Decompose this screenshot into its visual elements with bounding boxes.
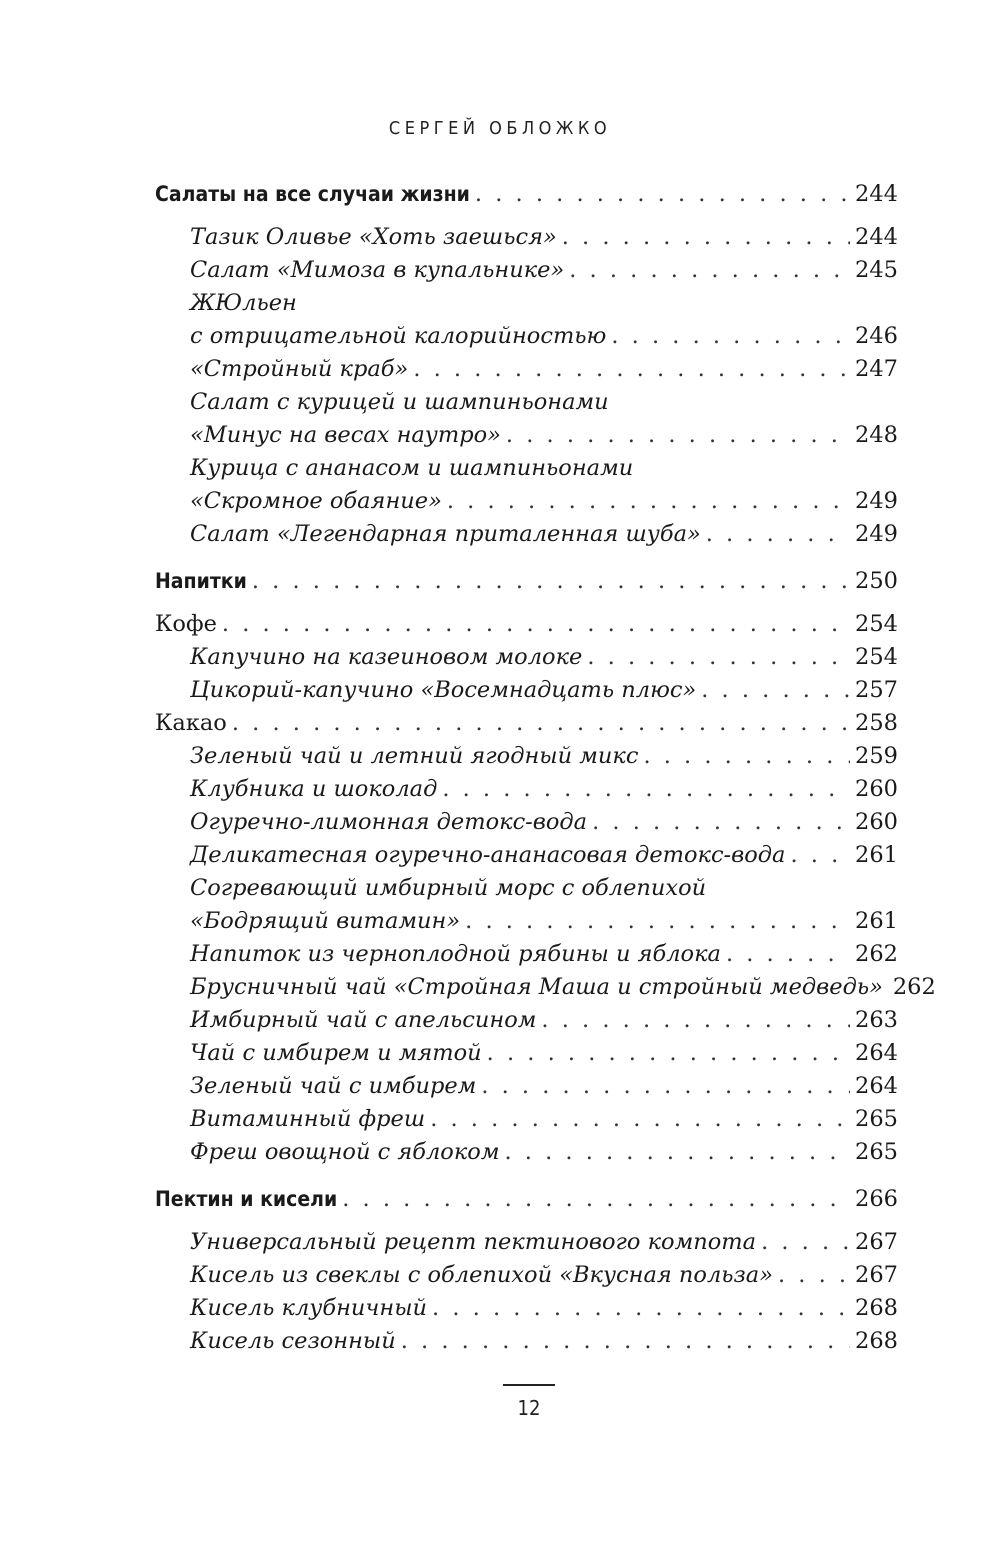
- toc-entry-title: «Бодрящий витамин»: [190, 908, 461, 934]
- toc-entry[interactable]: [155, 1037, 898, 1070]
- dot-leader: [643, 740, 850, 773]
- toc-entry[interactable]: [155, 674, 898, 707]
- toc-entry-page-number: 247: [855, 356, 898, 382]
- toc-entry[interactable]: [155, 806, 898, 839]
- dot-leader: [487, 1037, 850, 1070]
- dot-leader: [562, 221, 850, 254]
- dot-leader: [342, 1183, 850, 1216]
- toc-entry[interactable]: [155, 938, 898, 971]
- toc-entry-page-number: 249: [855, 488, 898, 514]
- dot-leader: [401, 1325, 850, 1358]
- dot-leader: [761, 1226, 850, 1259]
- dot-leader: [222, 608, 850, 641]
- dot-leader: [592, 806, 850, 839]
- toc-entry-title: «Стройный краб»: [190, 356, 409, 382]
- toc-entry-title: Чай с имбирем и мятой: [190, 1040, 482, 1066]
- toc-entry-page-number: 261: [855, 908, 898, 934]
- toc-entry[interactable]: [155, 1070, 898, 1103]
- toc-entry[interactable]: [155, 773, 898, 806]
- toc-entry-title-line: Согревающий имбирный морс с облепихой: [190, 875, 707, 901]
- toc-entry-title: с отрицательной калорийностью: [190, 323, 607, 349]
- toc-entry-page-number: 258: [855, 710, 898, 736]
- dot-leader: [432, 1292, 850, 1325]
- section-heading[interactable]: [155, 178, 898, 211]
- toc-entry-page-number: 262: [892, 974, 936, 1000]
- section-page-number: 266: [855, 1186, 898, 1212]
- toc-entry-title: Кофе: [155, 611, 217, 637]
- toc-entry[interactable]: [155, 221, 898, 254]
- toc-entry-title: Салат «Легендарная приталенная шуба»: [190, 521, 701, 547]
- section-gap: [155, 211, 898, 221]
- folio-rule: [503, 1384, 555, 1386]
- toc-entry-title-line: ЖЮльен: [190, 290, 297, 316]
- toc-entry[interactable]: [155, 839, 898, 872]
- toc-entry-page-number: 254: [855, 644, 898, 670]
- dot-leader: [701, 674, 850, 707]
- toc-entry[interactable]: [155, 254, 898, 287]
- dot-leader: [611, 320, 850, 353]
- toc-entry-title: Брусничный чай «Стройная Маша и стройный медведь»: [190, 974, 883, 1000]
- dot-leader: [506, 419, 850, 452]
- toc-entry[interactable]: [155, 1292, 898, 1325]
- toc-entry-title-line: Курица с ананасом и шампиньонами: [190, 455, 634, 481]
- dot-leader: [465, 905, 850, 938]
- toc-entry-page-number: 264: [855, 1073, 898, 1099]
- dot-leader: [541, 1004, 850, 1037]
- toc-entry[interactable]: [155, 419, 898, 452]
- dot-leader: [790, 839, 850, 872]
- toc-entry-page-number: 265: [855, 1139, 898, 1165]
- toc-entry[interactable]: [155, 1004, 898, 1037]
- toc-entry-title: Зеленый чай с имбирем: [190, 1073, 477, 1099]
- dot-leader: [587, 641, 850, 674]
- toc-entry[interactable]: [155, 518, 898, 551]
- section-gap: [155, 1216, 898, 1226]
- toc-entry-page-number: 246: [855, 323, 898, 349]
- toc-entry[interactable]: [155, 485, 898, 518]
- toc-entry-title: Витаминный фреш: [190, 1106, 426, 1132]
- toc-entry-page-number: 263: [855, 1007, 898, 1033]
- toc-entry-page-number: 259: [855, 743, 898, 769]
- toc-entry-page-number: 249: [855, 521, 898, 547]
- section-title: Салаты на все случаи жизни: [155, 182, 470, 206]
- toc-entry-page-number: 268: [855, 1328, 898, 1354]
- toc-subsection[interactable]: [155, 707, 898, 740]
- toc-entry-title: Какао: [155, 710, 227, 736]
- toc-entry-title: Тазик Оливье «Хоть заешься»: [190, 224, 557, 250]
- section-title: Напитки: [155, 569, 247, 593]
- toc-entry-title: Салат «Мимоза в купальнике»: [190, 257, 565, 283]
- section-gap: [155, 598, 898, 608]
- dot-leader: [232, 707, 850, 740]
- page-number: 12: [517, 1396, 541, 1420]
- toc-entry-title: Деликатесная огуречно-ананасовая детокс-вода: [190, 842, 786, 868]
- toc-entry-page-number: 245: [855, 257, 898, 283]
- table-of-contents: [155, 178, 936, 1358]
- section-title: Пектин и кисели: [155, 1187, 338, 1211]
- dot-leader: [481, 1070, 850, 1103]
- toc-entry-title: Огуречно-лимонная детокс-вода: [190, 809, 588, 835]
- toc-entry[interactable]: [155, 353, 898, 386]
- toc-entry-page-number: 260: [855, 809, 898, 835]
- section-heading[interactable]: [155, 565, 898, 598]
- toc-entry-page-number: 257: [855, 677, 898, 703]
- dot-leader: [726, 938, 850, 971]
- dot-leader: [447, 485, 850, 518]
- toc-entry[interactable]: [155, 641, 898, 674]
- toc-entry-page-number: 264: [855, 1040, 898, 1066]
- toc-entry[interactable]: [155, 1325, 898, 1358]
- dot-leader: [475, 178, 850, 211]
- dot-leader: [252, 565, 850, 598]
- toc-entry[interactable]: [155, 971, 936, 1004]
- toc-entry[interactable]: [155, 1103, 898, 1136]
- toc-entry[interactable]: [155, 1226, 898, 1259]
- toc-entry-title-line: Салат с курицей и шампиньонами: [190, 389, 609, 415]
- toc-entry[interactable]: [155, 320, 898, 353]
- toc-entry-title: Фреш овощной с яблоком: [190, 1139, 500, 1165]
- toc-entry-title: Универсальный рецепт пектинового компота: [190, 1229, 757, 1255]
- dot-leader: [569, 254, 850, 287]
- toc-entry-page-number: 267: [855, 1262, 898, 1288]
- toc-entry[interactable]: [155, 905, 898, 938]
- toc-entry-page-number: 262: [855, 941, 898, 967]
- toc-entry-title: «Минус на весах наутро»: [190, 422, 501, 448]
- section-page-number: 250: [855, 568, 898, 594]
- toc-entry-title: Клубника и шоколад: [190, 776, 438, 802]
- toc-entry-title: Кисель из свеклы с облепихой «Вкусная польза»: [190, 1262, 773, 1288]
- dot-leader: [504, 1136, 850, 1169]
- dot-leader: [706, 518, 850, 551]
- toc-entry-page-number: 248: [855, 422, 898, 448]
- dot-leader: [413, 353, 850, 386]
- toc-entry-title: Имбирный чай с апельсином: [190, 1007, 537, 1033]
- toc-entry-title: Капучино на казеиновом молоке: [190, 644, 583, 670]
- section-page-number: 244: [855, 181, 898, 207]
- toc-entry-page-number: 244: [855, 224, 898, 250]
- toc-entry[interactable]: [155, 740, 898, 773]
- toc-entry-title: Зеленый чай и летний ягодный микс: [190, 743, 639, 769]
- toc-entry-page-number: 261: [855, 842, 898, 868]
- toc-entry-page-number: 268: [855, 1295, 898, 1321]
- toc-entry-page-number: 267: [855, 1229, 898, 1255]
- toc-entry-title: Кисель сезонный: [190, 1328, 396, 1354]
- toc-subsection[interactable]: [155, 608, 898, 641]
- toc-entry-title: Напиток из черноплодной рябины и яблока: [190, 941, 721, 967]
- dot-leader: [430, 1103, 850, 1136]
- toc-entry-title: «Скромное обаяние»: [190, 488, 442, 514]
- section-heading[interactable]: [155, 1183, 898, 1216]
- toc-entry-page-number: 265: [855, 1106, 898, 1132]
- toc-entry-page-number: 254: [855, 611, 898, 637]
- toc-entry-title: Кисель клубничный: [190, 1295, 428, 1321]
- toc-entry-page-number: 260: [855, 776, 898, 802]
- dot-leader: [778, 1259, 850, 1292]
- toc-entry[interactable]: [155, 1259, 898, 1292]
- toc-entry[interactable]: [155, 1136, 898, 1169]
- toc-entry-title: Цикорий-капучино «Восемнадцать плюс»: [190, 677, 697, 703]
- dot-leader: [442, 773, 850, 806]
- running-head: СЕРГЕЙ ОБЛОЖКО: [388, 118, 612, 139]
